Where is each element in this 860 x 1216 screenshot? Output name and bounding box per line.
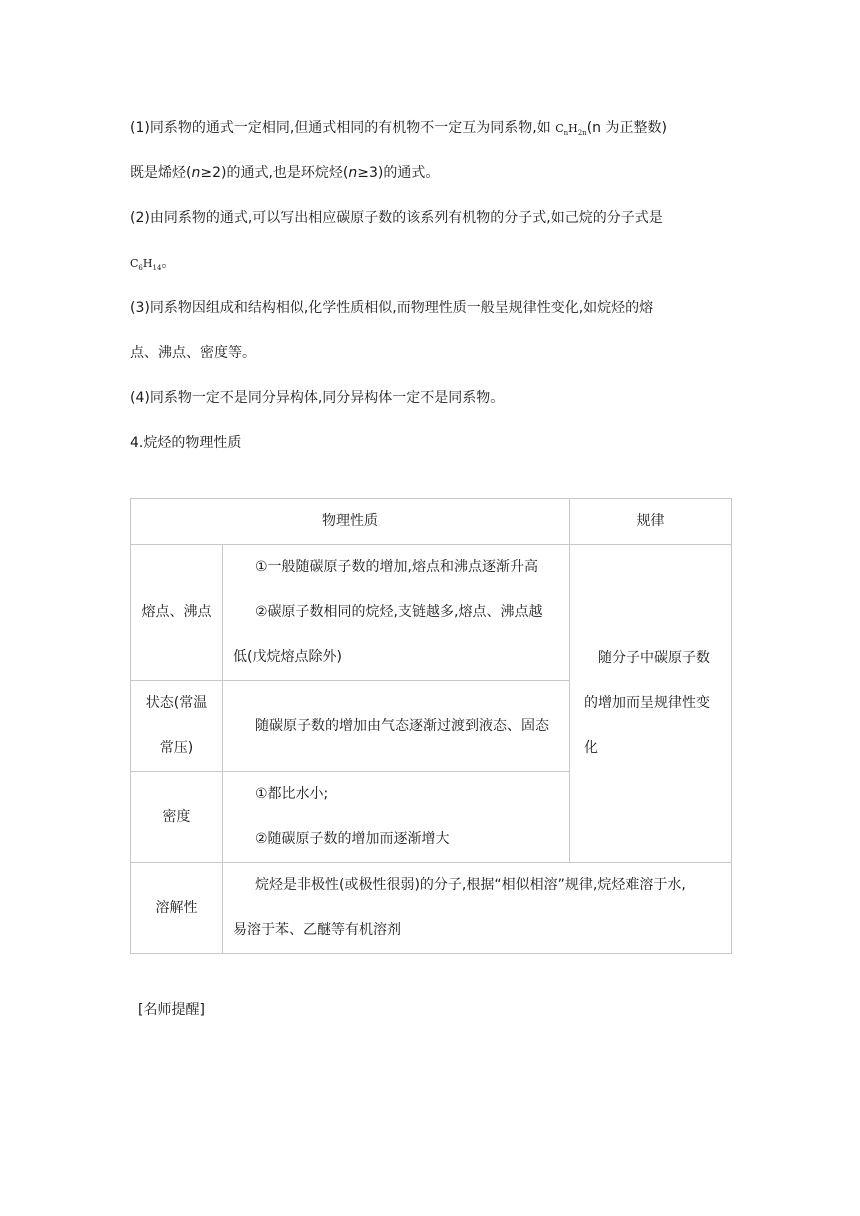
label-line: 常压) (159, 740, 194, 756)
italic-n: n (191, 165, 201, 181)
label-line: 状态(常温 (145, 695, 208, 711)
formula-sub: 2n (577, 129, 587, 137)
header-rule: 规律 (570, 499, 732, 545)
tip-label: [名师提醒] (138, 1002, 205, 1018)
content-line: 烷烃是非极性(或极性很弱)的分子,根据“相似相溶”规律,烷烃难溶于水, (255, 877, 686, 893)
formula-sub: 6 (138, 264, 143, 272)
row-label-state (131, 681, 223, 772)
text: ≥3)的通式。 (357, 165, 440, 181)
rule-cell (570, 545, 732, 863)
paragraph-4-line-1: (4)同系物一定不是同分异构体,同分异构体一定不是同系物。 (130, 390, 505, 406)
table-row (131, 545, 732, 681)
text: (n 为正整数) (586, 120, 667, 136)
row-content-state (223, 681, 570, 772)
italic-n: n (348, 165, 358, 181)
formula-part: C (130, 257, 139, 270)
rule-text (570, 636, 731, 771)
header-properties: 物理性质 (131, 499, 570, 545)
formula-part: H (568, 122, 578, 135)
text: 既是烯烃( (130, 165, 192, 181)
paragraph-3-line-2: 点、沸点、密度等。 (130, 345, 256, 361)
rule-line: 的增加而呈规律性变 (584, 695, 710, 711)
text: 。 (161, 255, 176, 271)
paragraph-1-line-1 (130, 118, 667, 140)
content-line: 易溶于苯、乙醚等有机溶剂 (233, 922, 401, 938)
paragraph-3-line-1: (3)同系物因组成和结构相似,化学性质相似,而物理性质一般呈规律性变化,如烷烃的熔 (130, 300, 654, 316)
formula-cnh2n (555, 122, 587, 135)
paragraph-2-line-1: (2)由同系物的通式,可以写出相应碳原子数的该系列有机物的分子式,如己烷的分子式是 (130, 210, 663, 226)
row-label-solubility: 溶解性 (131, 863, 223, 954)
paragraph-2-line-2 (130, 253, 175, 275)
content-line: ②碳原子数相同的烷烃,支链越多,熔点、沸点越 (255, 604, 543, 620)
rule-line: 化 (584, 740, 598, 756)
row-content-density (223, 772, 570, 863)
formula-sub: n (563, 129, 569, 137)
table-row (131, 863, 732, 954)
formula-part: C (555, 122, 564, 135)
formula-part: H (142, 257, 153, 270)
section-title: 4.烷烃的物理性质 (130, 435, 242, 451)
alkane-properties-table (130, 498, 732, 954)
row-content-melting-boiling (223, 545, 570, 681)
content-line: ①一般随碳原子数的增加,熔点和沸点逐渐升高 (255, 559, 538, 575)
content-line: 低(戊烷熔点除外) (233, 649, 342, 665)
content-line: ②随碳原子数的增加而逐渐增大 (255, 831, 450, 847)
text: (1)同系物的通式一定相同,但通式相同的有机物不一定互为同系物,如 (130, 120, 556, 136)
row-label-melting-boiling: 熔点、沸点 (131, 545, 223, 681)
formula-c6h14 (130, 257, 161, 270)
table-header-row (131, 499, 732, 545)
text: ≥2)的通式,也是环烷烃( (200, 165, 349, 181)
paragraph-1-line-2 (130, 163, 439, 183)
formula-sub: 14 (152, 264, 162, 272)
content-line: ①都比水小; (255, 786, 329, 802)
row-content-solubility (223, 863, 732, 954)
row-label-density: 密度 (131, 772, 223, 863)
content-line: 随碳原子数的增加由气态逐渐过渡到液态、固态 (255, 717, 549, 734)
rule-line: 随分子中碳原子数 (598, 650, 710, 666)
